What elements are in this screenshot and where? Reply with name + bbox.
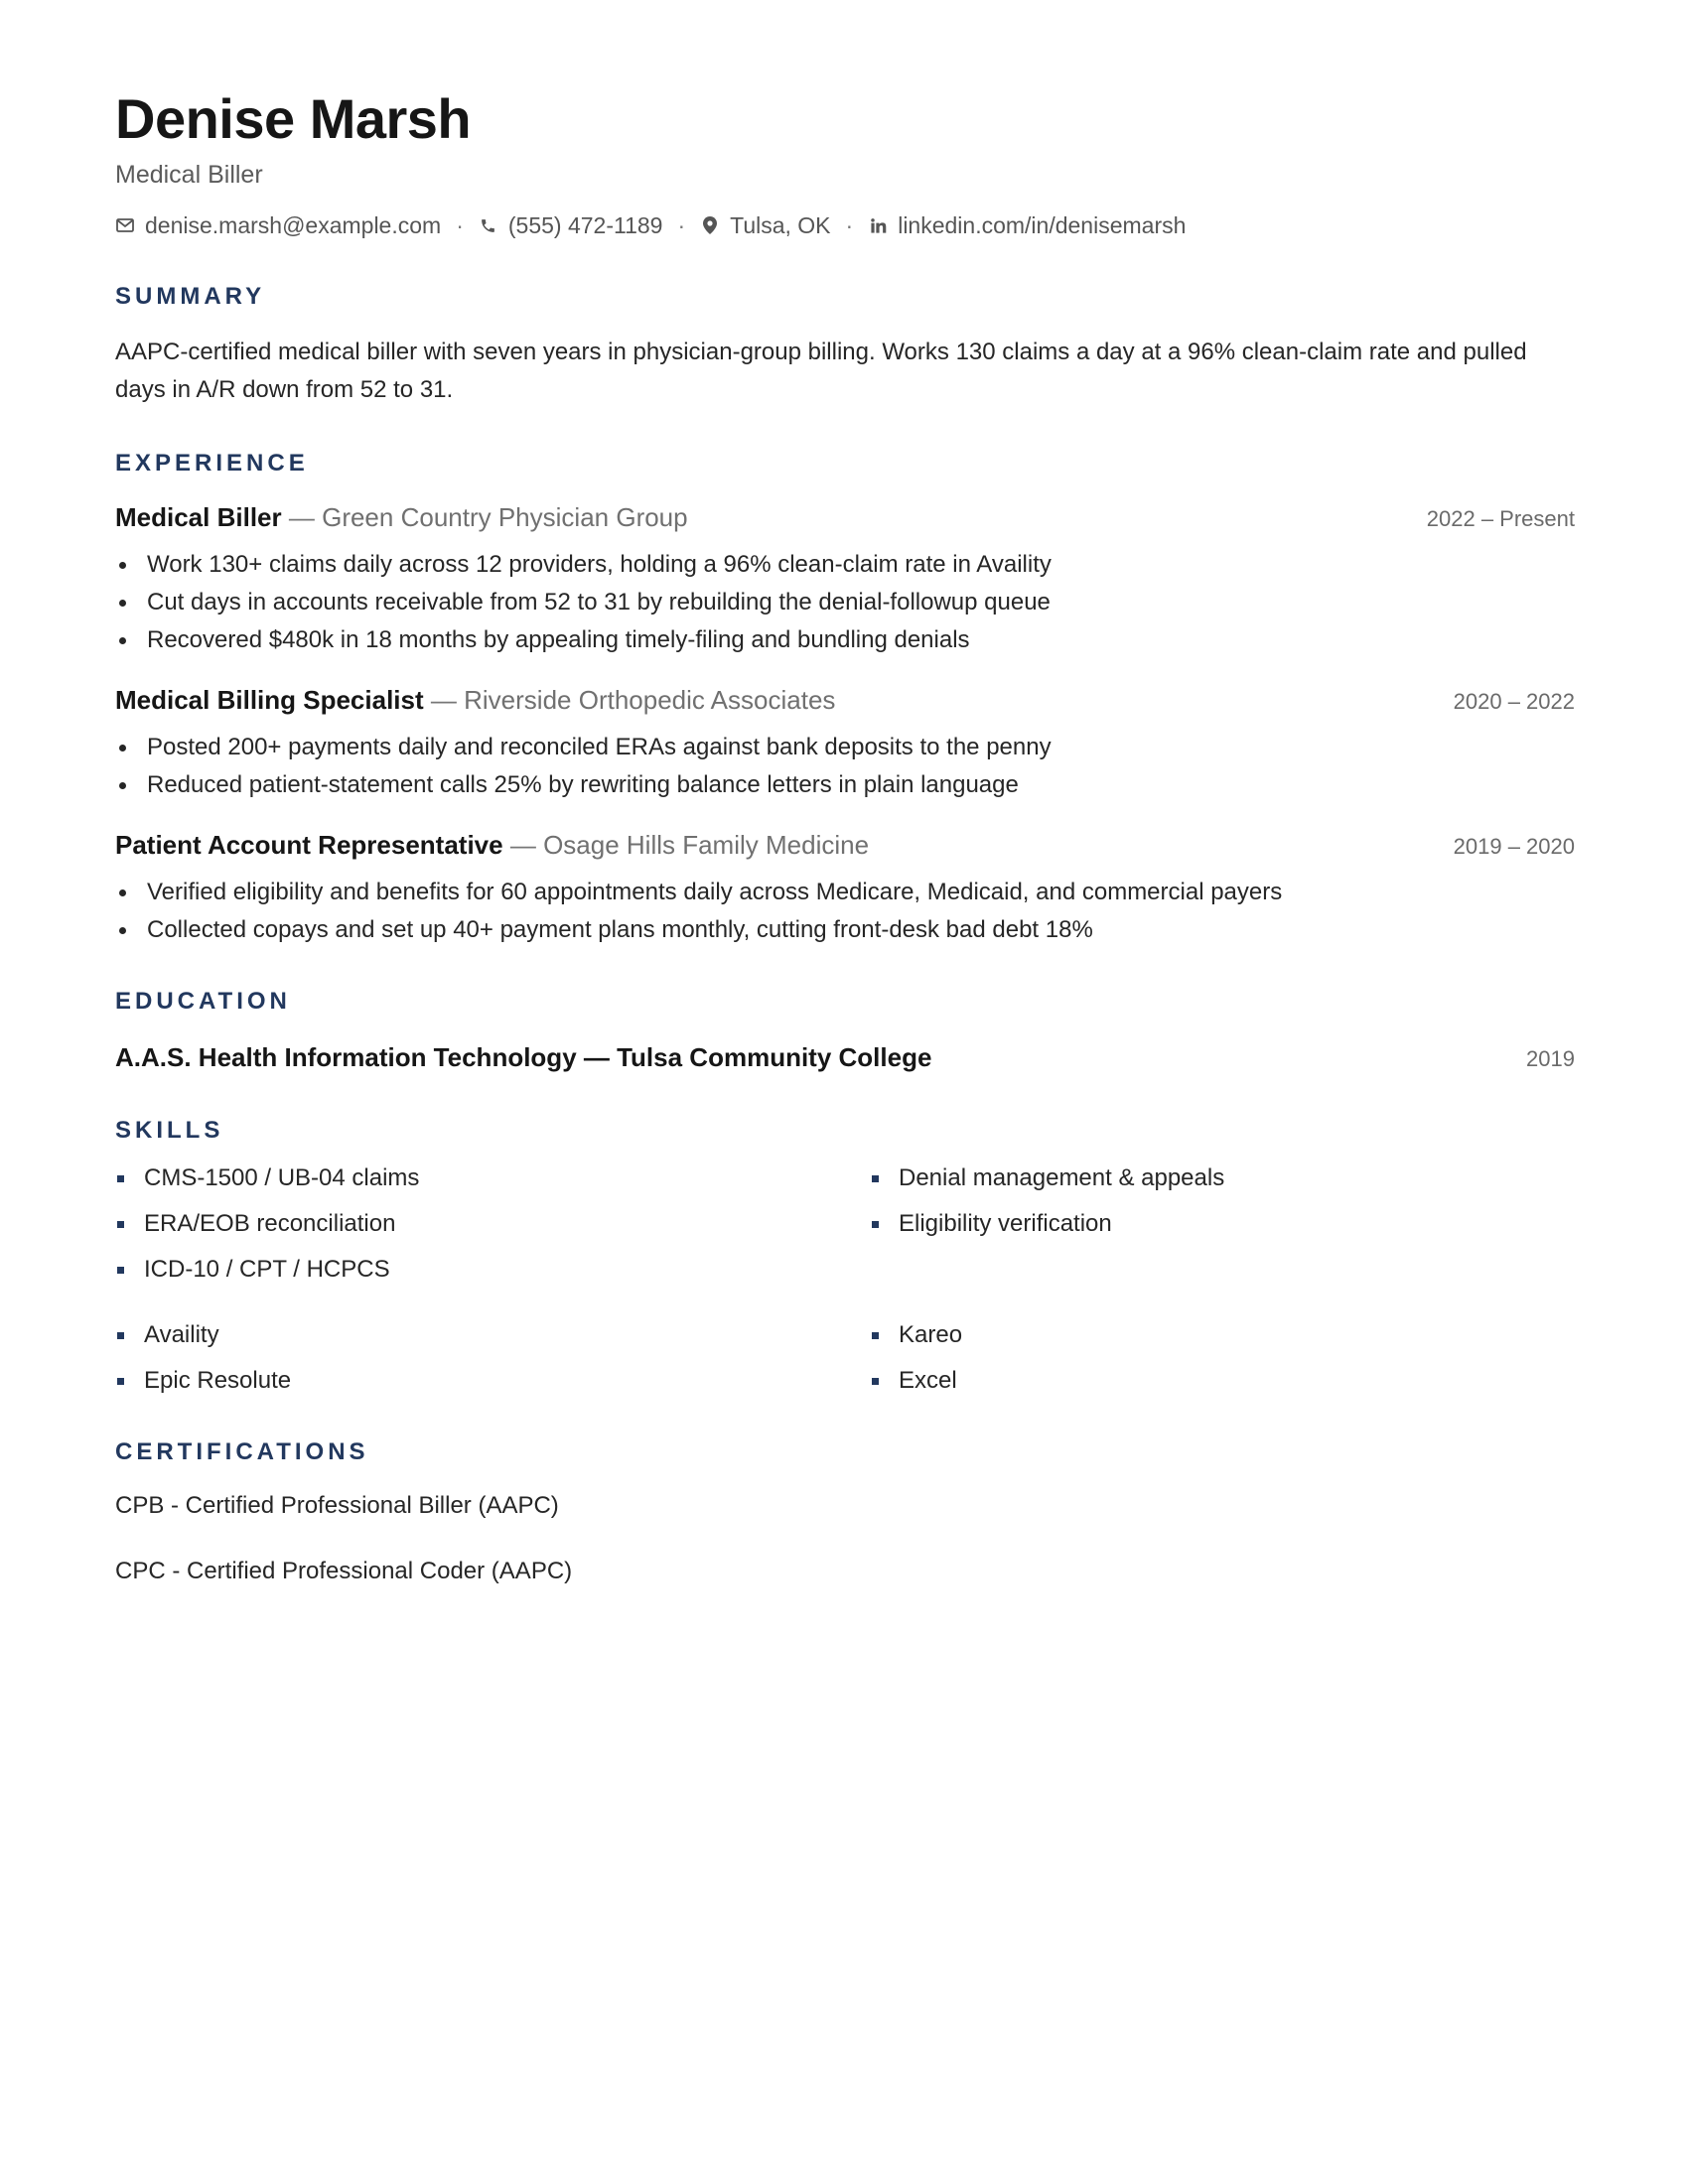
education-heading: EDUCATION xyxy=(115,988,291,1015)
job-dates: 2019 – 2020 xyxy=(1453,834,1575,859)
contact-email[interactable] xyxy=(115,210,441,240)
summary-text: AAPC-certified medical biller with seven years in physician-group billing. Works 130 claims a day at a 96% clean-claim rate and pulled days in A/R down from 52 to 31. xyxy=(115,339,1527,403)
job-company: Riverside Orthopedic Associates xyxy=(464,685,836,715)
summary-heading: SUMMARY xyxy=(115,283,266,310)
candidate-title: Medical Biller xyxy=(115,161,263,189)
skill-item: ERA/EOB reconciliation xyxy=(115,1209,870,1239)
job-bullet: Recovered $480k in 18 months by appealing timely-filing and bundling denials xyxy=(115,621,1575,659)
contact-location xyxy=(700,210,830,240)
contact-linkedin[interactable] xyxy=(868,210,1186,240)
contact-phone[interactable] xyxy=(479,210,663,240)
job-bullets xyxy=(115,874,1575,949)
certifications-heading: CERTIFICATIONS xyxy=(115,1438,369,1465)
linkedin-text: linkedin.com/in/denisemarsh xyxy=(898,212,1187,238)
job-entry xyxy=(115,683,1575,804)
skill-item: Eligibility verification xyxy=(870,1209,1575,1239)
job-dash: — xyxy=(430,685,457,715)
skills-column-right xyxy=(870,1320,1575,1412)
location-text: Tulsa, OK xyxy=(730,212,831,238)
phone-text: (555) 472-1189 xyxy=(507,212,663,238)
job-dates: 2020 – 2022 xyxy=(1453,689,1575,714)
certification-item: CPB - Certified Professional Biller (AAPC) xyxy=(115,1492,559,1519)
education-entry xyxy=(115,1040,1575,1076)
skill-item: Epic Resolute xyxy=(115,1366,870,1396)
job-company: Osage Hills Family Medicine xyxy=(543,830,870,860)
contact-separator: · xyxy=(456,212,464,238)
education-year: 2019 xyxy=(1526,1046,1575,1071)
skill-item: Availity xyxy=(115,1320,870,1350)
email-text: denise.marsh@example.com xyxy=(145,212,442,238)
experience-list xyxy=(115,500,1575,949)
skill-item: CMS-1500 / UB-04 claims xyxy=(115,1163,870,1193)
candidate-name: Denise Marsh xyxy=(115,87,472,150)
contact-separator: · xyxy=(677,212,686,238)
job-dash: — xyxy=(288,502,315,532)
contact-bar xyxy=(115,210,1575,240)
skill-item: Kareo xyxy=(870,1320,1575,1350)
job-role: Medical Biller xyxy=(115,502,282,532)
resume-page xyxy=(115,85,1575,1586)
job-bullet: Verified eligibility and benefits for 60 appointments daily across Medicare, Medicaid, and commercial payers xyxy=(115,874,1575,911)
job-bullet: Posted 200+ payments daily and reconciled ERAs against bank deposits to the penny xyxy=(115,729,1575,766)
skill-item: Excel xyxy=(870,1366,1575,1396)
skills-group xyxy=(115,1320,1575,1412)
job-bullet: Reduced patient-statement calls 25% by rewriting balance letters in plain language xyxy=(115,766,1575,804)
job-bullets xyxy=(115,729,1575,804)
job-bullet: Work 130+ claims daily across 12 providers, holding a 96% clean-claim rate in Availity xyxy=(115,546,1575,584)
skills-column-left xyxy=(115,1163,870,1300)
skill-item: Denial management & appeals xyxy=(870,1163,1575,1193)
skills-column-right xyxy=(870,1163,1575,1300)
job-bullet: Cut days in accounts receivable from 52 to 31 by rebuilding the denial-followup queue xyxy=(115,584,1575,621)
experience-heading: EXPERIENCE xyxy=(115,450,309,477)
skill-item: ICD-10 / CPT / HCPCS xyxy=(115,1255,870,1285)
linkedin-icon xyxy=(868,215,888,235)
job-dates: 2022 – Present xyxy=(1426,506,1575,531)
contact-separator: · xyxy=(845,212,854,238)
mail-icon xyxy=(115,215,135,235)
job-role: Medical Billing Specialist xyxy=(115,685,424,715)
job-role: Patient Account Representative xyxy=(115,830,503,860)
job-bullets xyxy=(115,546,1575,659)
job-entry xyxy=(115,828,1575,949)
phone-icon xyxy=(479,215,498,235)
skills-column-left xyxy=(115,1320,870,1412)
job-entry xyxy=(115,500,1575,659)
location-pin-icon xyxy=(700,215,720,235)
education-degree: A.A.S. Health Information Technology — Tulsa Community College xyxy=(115,1042,932,1072)
job-company: Green Country Physician Group xyxy=(322,502,688,532)
skills-group xyxy=(115,1163,1575,1300)
job-dash: — xyxy=(509,830,536,860)
job-bullet: Collected copays and set up 40+ payment plans monthly, cutting front-desk bad debt 18% xyxy=(115,911,1575,949)
certification-item: CPC - Certified Professional Coder (AAPC) xyxy=(115,1558,573,1584)
skills-heading: SKILLS xyxy=(115,1117,224,1144)
